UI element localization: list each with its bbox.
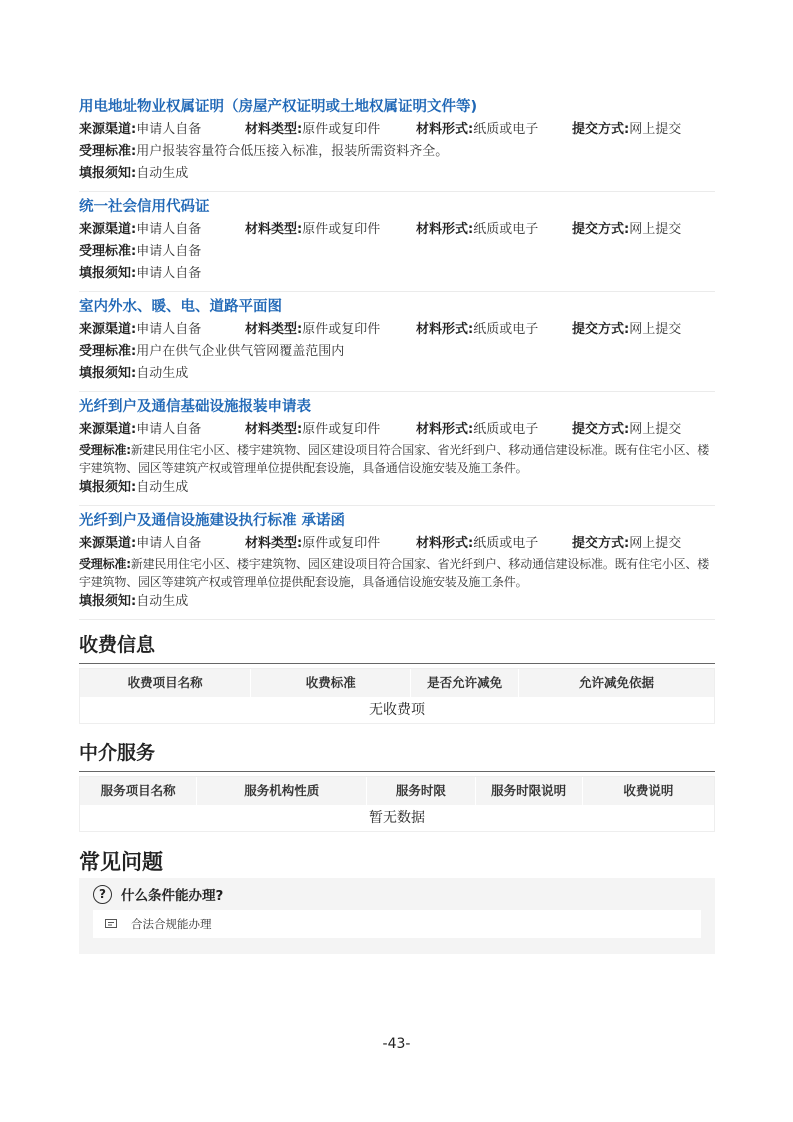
faq-item[interactable] bbox=[79, 878, 715, 954]
standard-label: 受理标准: bbox=[79, 443, 131, 457]
standard-value: 新建民用住宅小区、楼宇建筑物、园区建设项目符合国家、省光纤到户、移动通信建设标准。既有住宅小区、楼宇建筑物、园区等建筑产权或管理单位提供配套设施，具备通信设施安装及施工条件。 bbox=[79, 443, 710, 475]
standard-label: 受理标准: bbox=[79, 244, 137, 259]
type-label: 材料类型: bbox=[245, 536, 303, 551]
agency-col-nature: 服务机构性质 bbox=[197, 777, 367, 805]
agency-col-timelimit: 服务时限 bbox=[367, 777, 475, 805]
agency-col-timelimit-desc: 服务时限说明 bbox=[476, 777, 583, 805]
faq-answer-text: 合法合规能办理 bbox=[131, 917, 212, 931]
source-value: 申请人自备 bbox=[136, 536, 202, 551]
source-value: 申请人自备 bbox=[136, 422, 202, 437]
type-value: 原件或复印件 bbox=[302, 322, 381, 337]
form-value: 纸质或电子 bbox=[473, 322, 539, 337]
material-item bbox=[79, 292, 715, 392]
notice-value: 自动生成 bbox=[136, 594, 189, 609]
submit-label: 提交方式: bbox=[572, 122, 630, 137]
source-value: 申请人自备 bbox=[136, 222, 202, 237]
standard-value: 申请人自备 bbox=[136, 244, 202, 259]
material-item bbox=[79, 192, 715, 292]
notice-row bbox=[79, 163, 715, 185]
standard-value: 用户在供气企业供气管网覆盖范围内 bbox=[136, 344, 345, 359]
faq-question[interactable] bbox=[93, 882, 701, 906]
question-icon: ? bbox=[93, 885, 112, 904]
fees-section-title: 收费信息 bbox=[79, 630, 715, 664]
material-meta bbox=[79, 119, 715, 141]
fees-table bbox=[79, 668, 715, 724]
notice-label: 填报须知: bbox=[79, 594, 137, 609]
form-label: 材料形式: bbox=[416, 422, 474, 437]
type-label: 材料类型: bbox=[245, 222, 303, 237]
form-label: 材料形式: bbox=[416, 122, 474, 137]
form-value: 纸质或电子 bbox=[473, 222, 539, 237]
form-label: 材料形式: bbox=[416, 536, 474, 551]
agency-table bbox=[79, 776, 715, 832]
standard-row bbox=[79, 341, 715, 363]
material-title[interactable]: 光纤到户及通信设施建设执行标准 承诺函 bbox=[79, 513, 346, 529]
page-content bbox=[79, 92, 715, 954]
standard-row bbox=[79, 241, 715, 263]
source-value: 申请人自备 bbox=[136, 322, 202, 337]
type-value: 原件或复印件 bbox=[302, 222, 381, 237]
agency-col-fee-desc: 收费说明 bbox=[623, 783, 674, 798]
notice-value: 自动生成 bbox=[136, 166, 189, 181]
material-meta bbox=[79, 219, 715, 241]
submit-value: 网上提交 bbox=[629, 536, 682, 551]
notice-row bbox=[79, 591, 715, 613]
form-label: 材料形式: bbox=[416, 322, 474, 337]
notice-row bbox=[79, 263, 715, 285]
type-value: 原件或复印件 bbox=[302, 536, 381, 551]
material-meta bbox=[79, 533, 715, 555]
agency-col-name: 服务项目名称 bbox=[80, 777, 197, 805]
source-label: 来源渠道: bbox=[79, 322, 137, 337]
source-label: 来源渠道: bbox=[79, 222, 137, 237]
material-title[interactable]: 统一社会信用代码证 bbox=[79, 199, 210, 215]
type-label: 材料类型: bbox=[245, 122, 303, 137]
notice-label: 填报须知: bbox=[79, 366, 137, 381]
submit-value: 网上提交 bbox=[629, 122, 682, 137]
fees-table-header bbox=[80, 669, 714, 697]
form-value: 纸质或电子 bbox=[473, 422, 539, 437]
standard-row bbox=[79, 555, 715, 591]
fees-col-basis: 允许减免依据 bbox=[578, 675, 654, 690]
material-meta bbox=[79, 419, 715, 441]
source-label: 来源渠道: bbox=[79, 536, 137, 551]
type-value: 原件或复印件 bbox=[302, 422, 381, 437]
form-label: 材料形式: bbox=[416, 222, 474, 237]
submit-value: 网上提交 bbox=[629, 322, 682, 337]
notice-label: 填报须知: bbox=[79, 480, 137, 495]
material-item bbox=[79, 92, 715, 192]
standard-value: 用户报装容量符合低压接入标准，报装所需资料齐全。 bbox=[136, 144, 449, 159]
faq-answer bbox=[93, 910, 701, 938]
submit-value: 网上提交 bbox=[629, 422, 682, 437]
agency-empty-message: 暂无数据 bbox=[80, 805, 714, 831]
material-title[interactable]: 用电地址物业权属证明（房屋产权证明或土地权属证明文件等) bbox=[79, 99, 478, 115]
form-value: 纸质或电子 bbox=[473, 122, 539, 137]
material-item bbox=[79, 506, 715, 620]
source-label: 来源渠道: bbox=[79, 122, 137, 137]
agency-section-title: 中介服务 bbox=[79, 738, 715, 772]
type-label: 材料类型: bbox=[245, 422, 303, 437]
notice-row bbox=[79, 477, 715, 499]
page-number: -43- bbox=[382, 1036, 411, 1052]
standard-label: 受理标准: bbox=[79, 144, 137, 159]
standard-label: 受理标准: bbox=[79, 344, 137, 359]
submit-label: 提交方式: bbox=[572, 322, 630, 337]
submit-label: 提交方式: bbox=[572, 222, 630, 237]
standard-row bbox=[79, 441, 715, 477]
fees-empty-message: 无收费项 bbox=[80, 697, 714, 723]
notice-value: 申请人自备 bbox=[136, 266, 202, 281]
notice-label: 填报须知: bbox=[79, 166, 137, 181]
faq-section-title: 常见问题 bbox=[79, 850, 163, 874]
message-icon bbox=[105, 919, 117, 929]
type-value: 原件或复印件 bbox=[302, 122, 381, 137]
standard-value: 新建民用住宅小区、楼宇建筑物、园区建设项目符合国家、省光纤到户、移动通信建设标准。既有住宅小区、楼宇建筑物、园区等建筑产权或管理单位提供配套设施，具备通信设施安装及施工条件。 bbox=[79, 557, 710, 589]
material-title[interactable]: 室内外水、暖、电、道路平面图 bbox=[79, 299, 282, 315]
notice-value: 自动生成 bbox=[136, 480, 189, 495]
source-value: 申请人自备 bbox=[136, 122, 202, 137]
notice-value: 自动生成 bbox=[136, 366, 189, 381]
fees-col-reducible: 是否允许减免 bbox=[411, 669, 519, 697]
submit-label: 提交方式: bbox=[572, 422, 630, 437]
agency-table-header bbox=[80, 777, 714, 805]
fees-col-standard: 收费标准 bbox=[251, 669, 411, 697]
faq-question-text: 什么条件能办理? bbox=[121, 888, 224, 904]
type-label: 材料类型: bbox=[245, 322, 303, 337]
material-meta bbox=[79, 319, 715, 341]
fees-col-name: 收费项目名称 bbox=[80, 669, 251, 697]
source-label: 来源渠道: bbox=[79, 422, 137, 437]
material-title[interactable]: 光纤到户及通信基础设施报装申请表 bbox=[79, 399, 311, 415]
notice-row bbox=[79, 363, 715, 385]
form-value: 纸质或电子 bbox=[473, 536, 539, 551]
standard-row bbox=[79, 141, 715, 163]
material-item bbox=[79, 392, 715, 506]
standard-label: 受理标准: bbox=[79, 557, 131, 571]
notice-label: 填报须知: bbox=[79, 266, 137, 281]
submit-value: 网上提交 bbox=[629, 222, 682, 237]
submit-label: 提交方式: bbox=[572, 536, 630, 551]
